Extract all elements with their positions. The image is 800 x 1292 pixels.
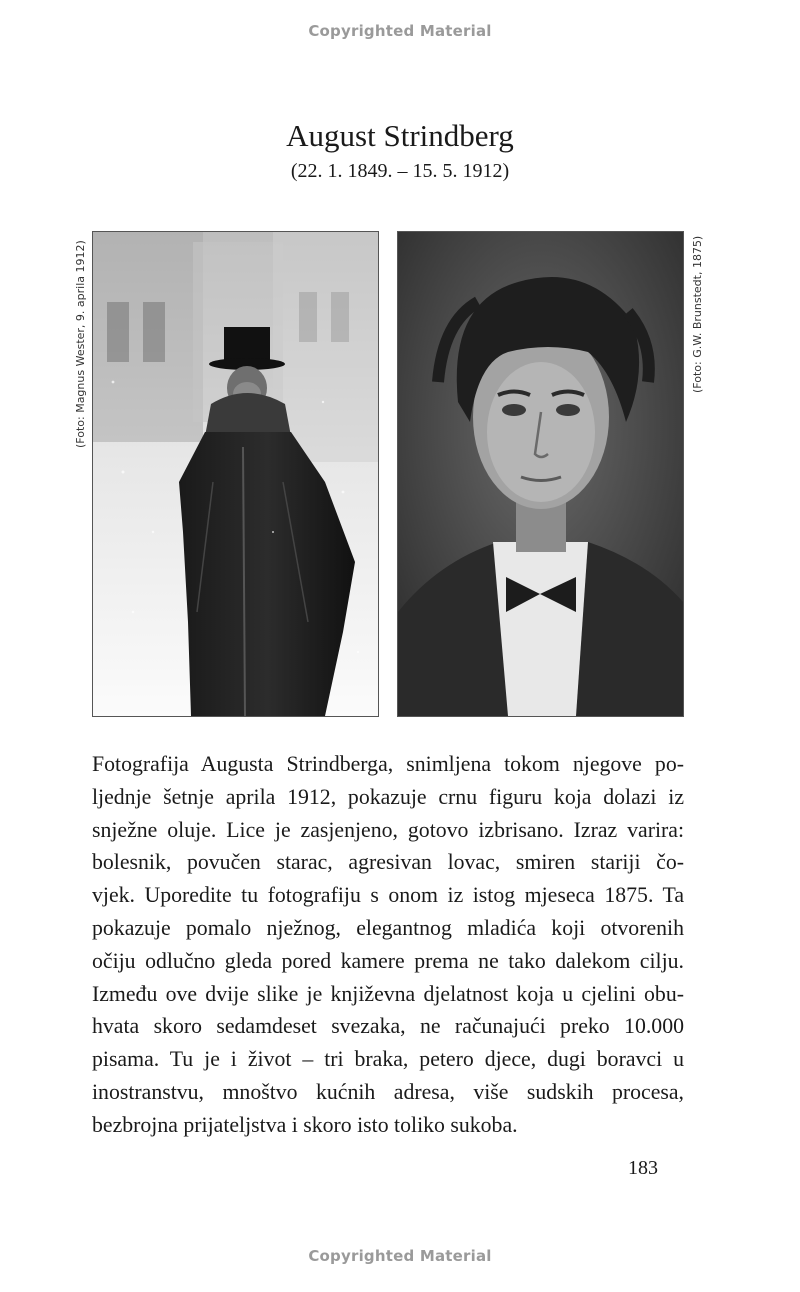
- watermark-bottom: Copyrighted Material: [308, 1247, 492, 1265]
- watermark-top: Copyrighted Material: [308, 22, 492, 40]
- photo-strindberg-1875: [397, 231, 684, 717]
- body-line: Između ove dvije slike je književna djelatnost koja u cjelini obu-: [92, 981, 684, 1006]
- body-paragraph: [92, 748, 684, 1142]
- body-line: očiju odlučno gleda pored kamere prema ne tako dalekom cilju.: [92, 948, 684, 973]
- body-line: ljednje šetnje aprila 1912, pokazuje crnu figuru koja dolazi iz: [92, 784, 684, 809]
- body-line: vjek. Uporedite tu fotografiju s onom iz istog mjeseca 1875. Ta: [92, 883, 684, 908]
- photo-credit-right: (Foto: G.W. Brunstedt, 1875): [691, 235, 704, 393]
- page-title: August Strindberg: [286, 118, 514, 153]
- page-number: 183: [628, 1157, 658, 1179]
- photo-strindberg-1912: [92, 231, 379, 717]
- body-line: bolesnik, povučen starac, agresivan lovac, smiren stariji čo-: [92, 850, 684, 875]
- photo-strindberg-1912-image: [93, 232, 378, 716]
- photo-strindberg-1875-image: [398, 232, 683, 716]
- body-line: pisama. Tu je i život – tri braka, petero djece, dugi boravci u: [92, 1047, 684, 1072]
- photo-credit-left: (Foto: Magnus Wester, 9. aprila 1912): [74, 240, 87, 448]
- body-line: inostranstvu, mnoštvo kućnih adresa, više sudskih procesa,: [92, 1079, 684, 1104]
- body-line: pokazuje pomalo nježnog, elegantnog mladića koji otvorenih: [92, 915, 684, 940]
- body-line: hvata skoro sedamdeset svezaka, ne računajući preko 10.000: [92, 1014, 684, 1039]
- body-line: Fotografija Augusta Strindberga, snimljena tokom njegove po-: [92, 752, 684, 776]
- life-dates: (22. 1. 1849. – 15. 5. 1912): [290, 160, 510, 182]
- body-line: snježne oluje. Lice je zasjenjeno, gotovo izbrisano. Izraz varira:: [92, 817, 684, 842]
- body-line: bezbrojna prijateljstva i skoro isto toliko sukoba.: [92, 1112, 518, 1137]
